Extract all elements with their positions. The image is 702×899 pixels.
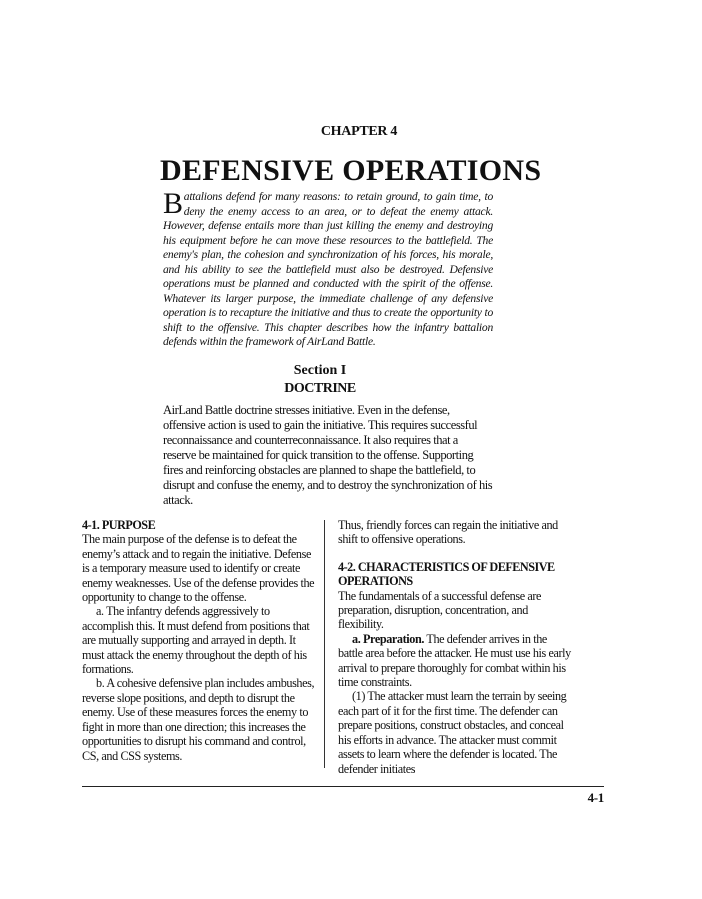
left-column: [82, 518, 317, 763]
page-number: 4-1: [587, 790, 604, 805]
column-divider: [324, 520, 325, 768]
purpose-heading: 4-1. PURPOSE: [82, 518, 156, 532]
purpose-paragraph-1: The main purpose of the defense is to defeat the enemy’s attack and to regain the initiative. Defense is a temporary measure used to identify or create enemy weaknesses. Use of the defense provides the opportunity to change to the offense.: [82, 532, 315, 605]
characteristics-heading: 4-2. CHARACTERISTICS OF DEFENSIVE OPERATIONS: [338, 559, 555, 589]
continued-paragraph: Thus, friendly forces can regain the initiative and shift to offensive operations.: [338, 518, 558, 547]
section-number: Section I: [293, 363, 347, 378]
preparation-text: The defender arrives in the battle area before the attacker. He must use his early arrival to prepare thoroughly for combat within his time constraints.: [338, 631, 571, 690]
footer-rule: [82, 786, 604, 787]
purpose-paragraph-b: b. A cohesive defensive plan includes ambushes, reverse slope positions, and depth to disrupt the enemy. Use of these measures forces the enemy to fight in more than one direction; this increases the opportunities to disrupt his command and control, CS, and CSS systems.: [82, 676, 315, 763]
preparation-paragraph: [338, 632, 573, 690]
paragraph-gap: [338, 547, 573, 560]
right-column: [338, 518, 573, 776]
chapter-label: CHAPTER 4: [320, 124, 398, 139]
doctrine-paragraph: AirLand Battle doctrine stresses initiative. Even in the defense, offensive action is used to gain the initiative. This requires successful reconnaissance and counterreconnaissance. It also requires that a reserve be maintained for quick transition to the offense. Supporting fires and reinforcing obstacles are planned to shape the battlefield, to disrupt and confuse the enemy, and to destroy the synchronization of his attack.: [163, 403, 493, 507]
section-heading: [240, 362, 400, 398]
intro-text: attalions defend for many reasons: to retain ground, to gain time, to deny the enemy access to an area, or to defeat the enemy attack. However, defense entails more than just killing the enemy and destroying his equipment before he can move these resources to the battlefield. The enemy's plan, the cohesion and synchronization of his forces, his morale, and his ability to see the battlefield must also be destroyed. Defensive operations must be planned and conducted with the spirit of the offense. Whatever its larger purpose, the immediate challenge of any defensive operation is to recapture the initiative and thus to create the opportunity to shift to the offensive. This chapter describes how the infantry battalion defends within the framework of AirLand Battle.: [163, 190, 493, 348]
characteristics-paragraph-1: The fundamentals of a successful defense are preparation, disruption, concentration, and flexibility.: [338, 588, 542, 632]
section-title: DOCTRINE: [284, 381, 356, 396]
chapter-intro: [163, 187, 493, 350]
preparation-paragraph-1: (1) The attacker must learn the terrain by seeing each part of it for the first time. The defender can prepare positions, construct obstacles, and conceal his efforts in advance. The attacker must commit assets to learn where the defender is located. The defender initiates: [338, 689, 567, 776]
chapter-title: DEFENSIVE OPERATIONS: [160, 154, 542, 187]
purpose-paragraph-a: a. The infantry defends aggressively to accomplish this. It must defend from positions that are mutually supporting and arrayed in depth. It must attack the enemy throughout the depth of his formations.: [82, 604, 310, 677]
intro-dropcap: B: [163, 187, 183, 220]
preparation-label: a. Preparation.: [352, 631, 424, 646]
